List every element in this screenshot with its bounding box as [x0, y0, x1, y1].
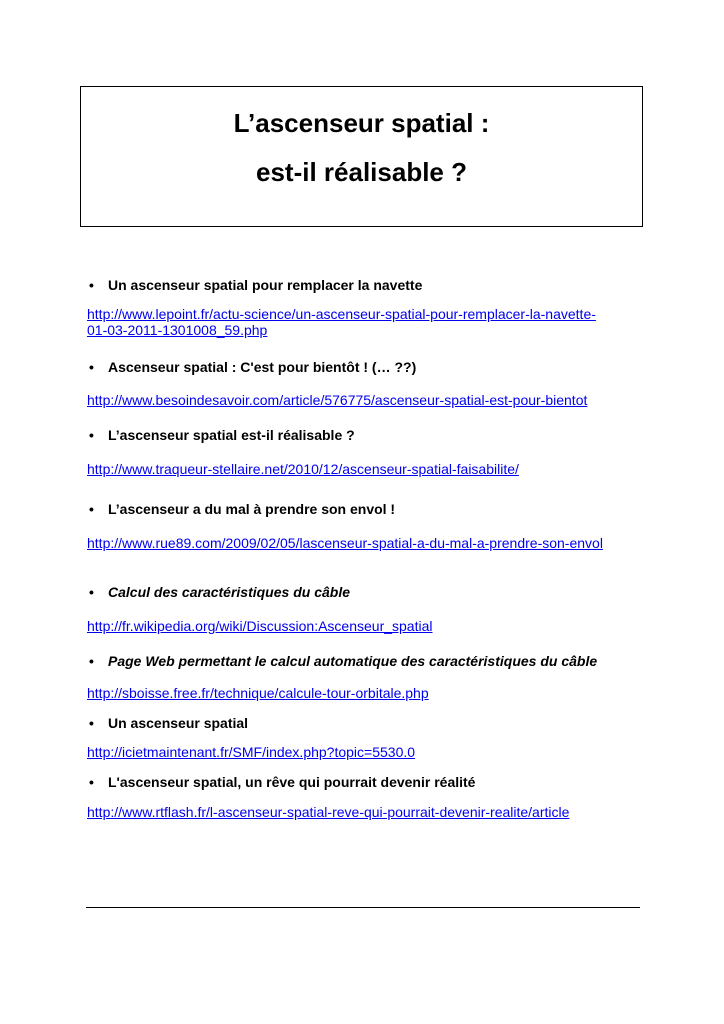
- entry-link[interactable]: http://www.traqueur-stellaire.net/2010/12/ascenseur-spatial-faisabilite/: [87, 461, 519, 477]
- entry-title-text: Un ascenseur spatial pour remplacer la navette: [108, 277, 423, 293]
- bullet-icon: •: [89, 653, 94, 669]
- entry-link-continued[interactable]: 01-03-2011-1301008_59.php: [87, 322, 268, 338]
- entry-link[interactable]: http://sboisse.free.fr/technique/calcule-tour-orbitale.php: [87, 685, 429, 701]
- entry-title: [89, 426, 355, 444]
- entry-link[interactable]: http://www.besoindesavoir.com/article/576775/ascenseur-spatial-est-pour-bientot: [87, 392, 588, 408]
- entry-link[interactable]: http://icietmaintenant.fr/SMF/index.php?topic=5530.0: [87, 744, 416, 760]
- entry-title: [89, 652, 597, 670]
- entry-link[interactable]: http://fr.wikipedia.org/wiki/Discussion:Ascenseur_spatial: [87, 618, 433, 634]
- bullet-icon: •: [89, 427, 94, 443]
- bullet-icon: •: [89, 584, 94, 600]
- entry-title-text: Un ascenseur spatial: [108, 715, 249, 731]
- bullet-icon: •: [89, 774, 94, 790]
- bullet-icon: •: [89, 715, 94, 731]
- entry-link[interactable]: http://www.lepoint.fr/actu-science/un-ascenseur-spatial-pour-remplacer-la-navette-: [87, 306, 596, 322]
- entry-link[interactable]: http://www.rtflash.fr/l-ascenseur-spatial-reve-qui-pourrait-devenir-realite/article: [87, 804, 570, 820]
- entry-title: [89, 358, 416, 376]
- entry-title: [89, 714, 248, 732]
- entry-title-text: Ascenseur spatial : C'est pour bientôt ! (… ??): [108, 359, 417, 375]
- entry-title: [89, 276, 422, 294]
- entry-title-text: Calcul des caractéristiques du câble: [108, 584, 350, 600]
- entry-title: [89, 500, 395, 518]
- entry-title-text: L’ascenseur a du mal à prendre son envol !: [108, 501, 396, 517]
- footer-divider: [86, 907, 640, 908]
- bullet-icon: •: [89, 359, 94, 375]
- page-title-line-2: est-il réalisable ?: [256, 157, 467, 187]
- title-box: [80, 86, 643, 227]
- bullet-icon: •: [89, 501, 94, 517]
- entry-title: [89, 773, 475, 791]
- entry-link[interactable]: http://www.rue89.com/2009/02/05/lascenseur-spatial-a-du-mal-a-prendre-son-envol: [87, 535, 603, 551]
- bullet-icon: •: [89, 277, 94, 293]
- entry-title-text: Page Web permettant le calcul automatique des caractéristiques du câble: [108, 653, 598, 669]
- entry-title-text: L’ascenseur spatial est-il réalisable ?: [108, 427, 355, 443]
- entry-title: [89, 583, 350, 601]
- entry-title-text: L'ascenseur spatial, un rêve qui pourrait devenir réalité: [108, 774, 476, 790]
- page-title-line-1: L’ascenseur spatial :: [233, 108, 490, 138]
